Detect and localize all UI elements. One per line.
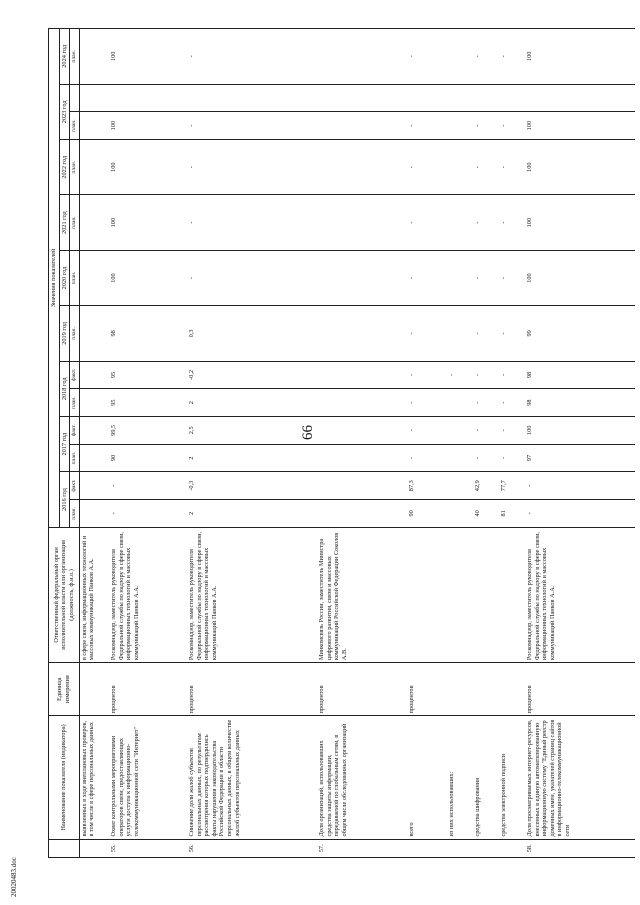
row-value-cell: 2 xyxy=(187,444,317,472)
header-year-2023: 2023 год xyxy=(59,84,70,139)
header-fact-2018: факт. xyxy=(70,361,80,389)
row-value-cell xyxy=(317,444,407,472)
header-year-2020: 2020 год xyxy=(59,250,70,305)
row-value-cell xyxy=(317,389,407,417)
header-responsible: Ответственный федеральный орган исполнительной власти или организация (должность, ф.и.о.) xyxy=(49,527,80,662)
row-value-cell: - xyxy=(473,250,499,305)
row-value-cell: - xyxy=(473,416,499,444)
header-plan-2016: план. xyxy=(70,500,80,528)
header-plan-2017: план. xyxy=(70,444,80,472)
row-number: 56. xyxy=(187,839,317,857)
row-value-cell: 0,3 xyxy=(187,306,317,361)
header-indicator-name: Наименование показателя (индикатора) xyxy=(49,716,80,839)
row-value-cell xyxy=(79,416,109,444)
row-unit: процентов xyxy=(187,663,317,716)
row-value-cell xyxy=(447,472,473,500)
row-value-cell: - xyxy=(499,444,525,472)
row-value-cell: - xyxy=(473,112,499,140)
row-value-cell: 77,7 xyxy=(499,472,525,500)
row-indicator-name: выявленных в ходе внеплановых проверок, в том числе в сфере персональных данных xyxy=(79,716,109,839)
row-responsible xyxy=(407,527,447,662)
row-number: 55. xyxy=(109,839,187,857)
row-number xyxy=(447,839,473,857)
header-unit: Единица измерения xyxy=(49,663,80,716)
row-value-cell xyxy=(317,250,407,305)
row-value-cell xyxy=(79,29,109,85)
row-value-cell xyxy=(79,112,109,140)
row-value-cell: 40 xyxy=(473,500,499,528)
row-value-cell: - xyxy=(473,306,499,361)
row-responsible: Роскомнадзор, заместитель руководителя Федеральной службы по надзору в сфере связи, информационных технологий и массовых коммуникаций Панков А.А. xyxy=(187,527,317,662)
row-value-cell: - xyxy=(187,140,317,195)
row-value-cell: 90 xyxy=(109,444,187,472)
header-values-title: Значения показателей xyxy=(49,29,60,528)
row-value-cell: - xyxy=(109,472,187,500)
row-number: 57. xyxy=(317,839,407,857)
row-value-cell: 100 xyxy=(109,112,187,140)
row-value-cell xyxy=(317,140,407,195)
row-unit xyxy=(473,663,499,716)
row-unit: процентов xyxy=(525,663,635,716)
row-value-cell: 98 xyxy=(525,361,635,389)
row-value-cell: - xyxy=(473,444,499,472)
header-year-2017: 2017 год xyxy=(59,416,70,471)
row-value-cell: - xyxy=(499,306,525,361)
row-value-cell: - xyxy=(473,140,499,195)
row-value-cell: 100 xyxy=(525,29,635,85)
row-number xyxy=(499,839,525,857)
row-value-cell: - xyxy=(407,195,447,250)
row-responsible: Минкомсвязь России, заместитель Министра цифрового развития, связи и массовых коммуникаций Российской Федерации Соколов А.В. xyxy=(317,527,407,662)
row-value-cell: - xyxy=(187,195,317,250)
row-value-cell: 100 xyxy=(525,195,635,250)
row-value-cell xyxy=(109,84,187,112)
row-value-cell xyxy=(473,84,499,112)
row-value-cell xyxy=(317,416,407,444)
row-value-cell: -0,2 xyxy=(187,361,317,389)
header-plan-2022: план. xyxy=(70,140,80,195)
row-value-cell xyxy=(317,195,407,250)
row-value-cell xyxy=(447,84,473,112)
header-year-2024: 2024 год xyxy=(59,29,70,85)
row-value-cell: - xyxy=(407,112,447,140)
row-value-cell xyxy=(79,361,109,389)
row-value-cell xyxy=(447,195,473,250)
header-plan-2018: план. xyxy=(70,389,80,417)
row-value-cell: - xyxy=(499,250,525,305)
row-value-cell xyxy=(79,306,109,361)
row-value-cell xyxy=(317,472,407,500)
row-value-cell: - xyxy=(499,416,525,444)
row-value-cell: 2 xyxy=(187,389,317,417)
row-responsible: в сфере связи, информационных технологий и массовых коммуникаций Панков А.А. xyxy=(79,527,109,662)
row-value-cell xyxy=(447,389,473,417)
row-value-cell xyxy=(79,444,109,472)
row-value-cell: - xyxy=(407,389,447,417)
row-value-cell xyxy=(447,416,473,444)
header-number xyxy=(49,839,80,857)
row-value-cell: 99 xyxy=(525,306,635,361)
row-number xyxy=(473,839,499,857)
row-value-cell xyxy=(79,250,109,305)
header-fact-2016: факт. xyxy=(70,472,80,500)
row-responsible xyxy=(447,527,473,662)
row-number xyxy=(407,839,447,857)
row-value-cell: - xyxy=(473,195,499,250)
row-value-cell: - xyxy=(525,500,635,528)
header-plan-2023: план. xyxy=(70,112,80,140)
row-value-cell xyxy=(499,84,525,112)
row-value-cell: 81 xyxy=(499,500,525,528)
row-value-cell: - xyxy=(447,361,473,389)
row-indicator-name: всего xyxy=(407,716,447,839)
row-responsible: Роскомнадзор, заместитель руководителя Федеральной службы по надзору в сфере связи, информационных технологий и массовых коммуникаций Панков А.А. xyxy=(525,527,635,662)
row-unit: процентов xyxy=(109,663,187,716)
row-value-cell: - xyxy=(499,140,525,195)
header-year-2016: 2016 год xyxy=(59,472,70,527)
header-year-2019: 2019 год xyxy=(59,306,70,361)
row-unit: процентов xyxy=(407,663,447,716)
row-value-cell: - xyxy=(473,29,499,85)
row-value-cell: 90 xyxy=(407,500,447,528)
row-value-cell: 95 xyxy=(109,389,187,417)
header-year-2022: 2022 год xyxy=(59,140,70,195)
header-year-2018: 2018 год xyxy=(59,361,70,416)
header-plan-2020: план. xyxy=(70,250,80,305)
row-value-cell: 2,5 xyxy=(187,416,317,444)
row-value-cell: - xyxy=(473,389,499,417)
table-body xyxy=(79,29,635,858)
row-value-cell: 100 xyxy=(109,140,187,195)
row-value-cell xyxy=(317,29,407,85)
row-value-cell: - xyxy=(407,140,447,195)
row-value-cell: 42,9 xyxy=(473,472,499,500)
row-responsible xyxy=(473,527,499,662)
row-value-cell: 100 xyxy=(525,250,635,305)
row-value-cell xyxy=(447,500,473,528)
header-year-2021: 2021 год xyxy=(59,195,70,250)
table-row xyxy=(499,29,525,858)
row-value-cell xyxy=(79,140,109,195)
row-value-cell: - xyxy=(407,250,447,305)
row-value-cell: 100 xyxy=(109,195,187,250)
row-value-cell: - xyxy=(109,500,187,528)
row-unit xyxy=(79,663,109,716)
row-value-cell: - xyxy=(525,472,635,500)
row-value-cell: -0,3 xyxy=(187,472,317,500)
row-indicator-name: средства электронной подписи xyxy=(499,716,525,839)
table-row xyxy=(187,29,317,858)
row-value-cell: 97 xyxy=(525,444,635,472)
indicators-table-rotated xyxy=(48,28,593,858)
row-value-cell xyxy=(317,306,407,361)
row-unit: процентов xyxy=(317,663,407,716)
row-value-cell xyxy=(447,306,473,361)
row-value-cell: - xyxy=(499,112,525,140)
row-responsible: Роскомнадзор, заместитель руководителя Федеральной службы по надзору в сфере связи, информационных технологий и массовых коммуникаций Панков А.А. xyxy=(109,527,187,662)
row-value-cell: 98 xyxy=(109,306,187,361)
row-unit xyxy=(499,663,525,716)
row-value-cell: - xyxy=(407,29,447,85)
table-row xyxy=(109,29,187,858)
row-value-cell: - xyxy=(407,306,447,361)
row-value-cell: 100 xyxy=(109,250,187,305)
row-value-cell: 87,3 xyxy=(407,472,447,500)
row-value-cell xyxy=(317,112,407,140)
row-value-cell: - xyxy=(407,444,447,472)
row-responsible xyxy=(499,527,525,662)
row-value-cell xyxy=(79,500,109,528)
row-value-cell: 99,5 xyxy=(109,416,187,444)
row-indicator-name: Доля организаций, использовавших средства защиты информации, передаваемой по глобальным сетям, в общем числе обследованных организаций xyxy=(317,716,407,839)
row-value-cell xyxy=(447,112,473,140)
row-value-cell: - xyxy=(473,361,499,389)
table-row xyxy=(79,29,109,858)
row-value-cell xyxy=(317,84,407,112)
row-value-cell: - xyxy=(499,389,525,417)
row-number: 58. xyxy=(525,839,635,857)
table-row xyxy=(317,29,407,858)
row-indicator-name: средства шифрования xyxy=(473,716,499,839)
row-value-cell xyxy=(525,84,635,112)
row-value-cell xyxy=(447,29,473,85)
row-value-cell: 100 xyxy=(109,29,187,85)
row-value-cell xyxy=(447,444,473,472)
row-value-cell xyxy=(447,250,473,305)
row-value-cell xyxy=(407,84,447,112)
row-value-cell: 2 xyxy=(187,500,317,528)
indicators-table xyxy=(48,28,635,858)
row-value-cell xyxy=(79,472,109,500)
row-value-cell: 100 xyxy=(525,416,635,444)
row-number xyxy=(79,839,109,857)
row-value-cell xyxy=(317,500,407,528)
row-value-cell: - xyxy=(499,29,525,85)
header-fact-2017: факт. xyxy=(70,416,80,444)
row-value-cell: - xyxy=(187,250,317,305)
table-row xyxy=(473,29,499,858)
row-value-cell: - xyxy=(407,361,447,389)
header-blank-2023 xyxy=(70,84,80,112)
row-value-cell xyxy=(187,84,317,112)
row-value-cell xyxy=(79,195,109,250)
row-value-cell xyxy=(447,140,473,195)
row-value-cell xyxy=(79,389,109,417)
row-value-cell: - xyxy=(499,195,525,250)
row-value-cell: - xyxy=(407,416,447,444)
row-indicator-name: из них использовавших: xyxy=(447,716,473,839)
row-value-cell: - xyxy=(187,29,317,85)
row-unit xyxy=(447,663,473,716)
header-plan-2019: план. xyxy=(70,306,80,361)
row-value-cell xyxy=(317,361,407,389)
row-value-cell xyxy=(79,84,109,112)
table-row xyxy=(407,29,447,858)
table-row xyxy=(525,29,635,858)
row-value-cell: 100 xyxy=(525,140,635,195)
document-code: 20020483.doc xyxy=(10,857,18,897)
row-indicator-name: Доля просматриваемых интернет-ресурсов, внесенных в единую автоматизированную информационную систему "Единый реестр доменных имен, указателей страниц сайтов в информационно-телекоммуникационной сети xyxy=(525,716,635,839)
row-value-cell: 100 xyxy=(525,112,635,140)
header-plan-2024: план. xyxy=(70,29,80,85)
page-number: 66 xyxy=(300,425,316,440)
row-value-cell: - xyxy=(499,361,525,389)
row-value-cell: 95 xyxy=(109,361,187,389)
table-row xyxy=(447,29,473,858)
header-plan-2021: план. xyxy=(70,195,80,250)
row-indicator-name: Снижение доли жалоб субъектов персональных данных, по результатам рассмотрения которых подтвердились факты нарушения законодательства Российской Федерации в области персональных данных, в общем количестве жалоб субъектов персональных данных xyxy=(187,716,317,839)
row-value-cell: 98 xyxy=(525,389,635,417)
row-indicator-name: Охват контрольными мероприятиями операторов связи, предоставляющих услуги доступа к информационно-телекоммуникационной сети "Интернет" xyxy=(109,716,187,839)
row-value-cell: - xyxy=(187,112,317,140)
